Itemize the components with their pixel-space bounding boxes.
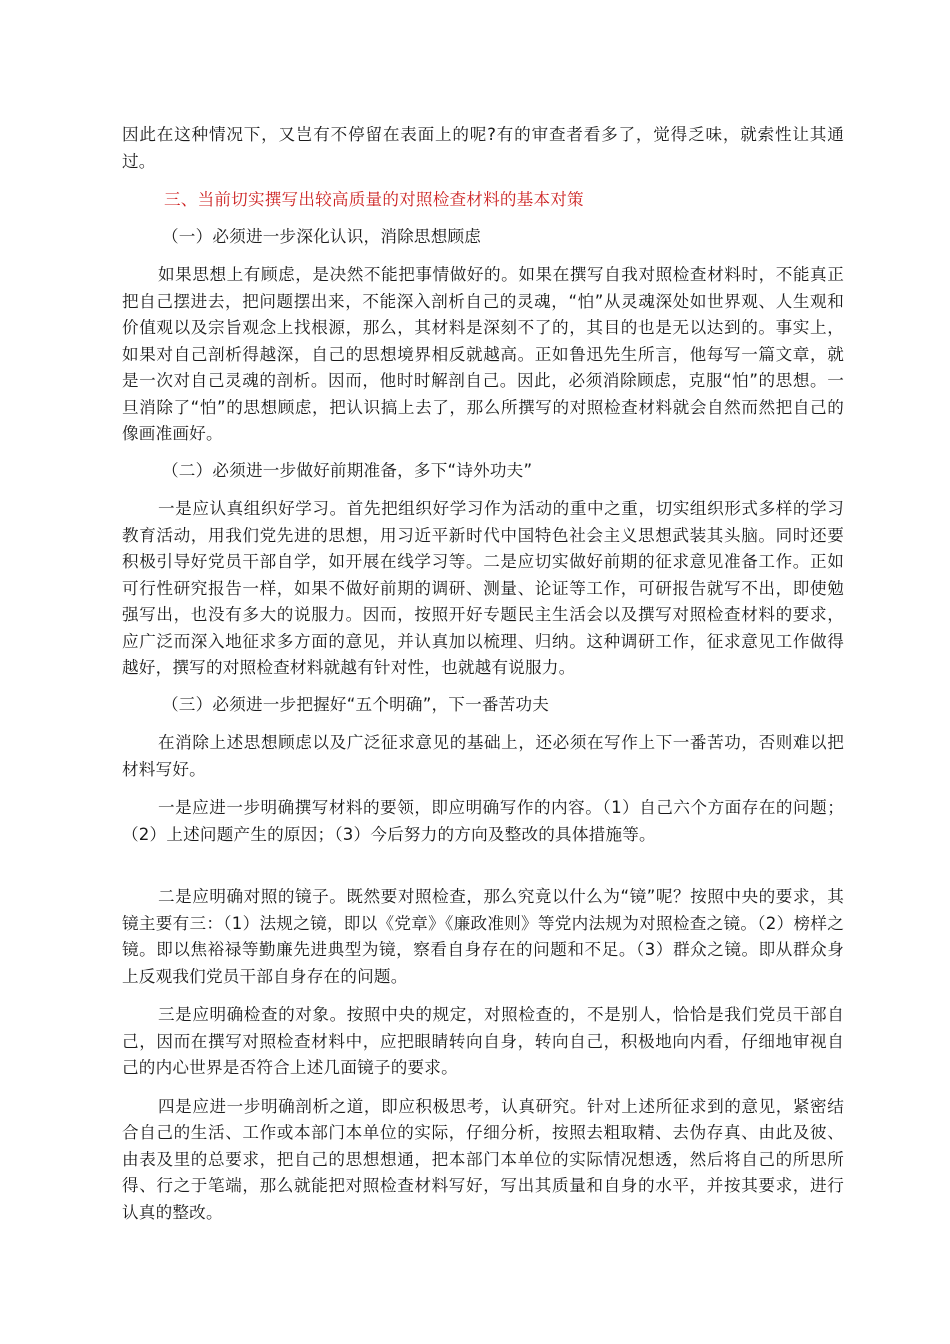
subheading-3: （三）必须进一步把握好“五个明确”，下一番苦功夫: [162, 694, 550, 714]
paragraph-body: 四是应进一步明确剖析之道，即应积极思考，认真研究。针对上述所征求到的意见，紧密结合自己的生活、工作或本部门本单位的实际，仔细分析，按照去粗取精、去伪存真、由此及彼、由表及里的总要求，把自己的思想想通，把本部门本单位的实际情况想透，然后将自己的所思所得、行之于笔端，那么就能把对照检查材料写好，写出其质量和自身的水平，并按其要求，进行认真的整改。: [122, 1096, 844, 1222]
paragraph-body: 三是应明确检查的对象。按照中央的规定，对照检查的，不是别人，恰恰是我们党员干部自己，因而在撰写对照检查材料中，应把眼睛转向自身，转向自己，积极地向内看，仔细地审视自己的内心世界是否符合上述几面镜子的要求。: [122, 1005, 844, 1077]
paragraph-body: 如果思想上有顾虑，是决然不能把事情做好的。如果在撰写自我对照检查材料时，不能真正把自己摆进去，把问题摆出来，不能深入剖析自己的灵魂，“怕”从灵魂深处如世界观、人生观和价值观以及宗旨观念上找根源，那么，其材料是深刻不了的，其目的也是无以达到的。事实上，如果对自己剖析得越深，自己的思想境界相反就越高。正如鲁迅先生所言，他每写一篇文章，就是一次对自己灵魂的剖析。因而，他时时解剖自己。因此，必须消除顾虑，克服“怕”的思想。一旦消除了“怕”的思想顾虑，把认识搞上去了，那么所撰写的对照检查材料就会自然而然把自己的像画准画好。: [122, 265, 844, 443]
subheading-1: （一）必须进一步深化认识，消除思想顾虑: [162, 226, 482, 246]
paragraph-body: 在消除上述思想顾虑以及广泛征求意见的基础上，还必须在写作上下一番苦功，否则难以把材料写好。: [122, 733, 844, 779]
subheading-2: （二）必须进一步做好前期准备，多下“诗外功夫”: [162, 460, 533, 480]
paragraph-continuation: 因此在这种情况下，又岂有不停留在表面上的呢?有的审查者看多了，觉得乏味，就索性让其通过。: [122, 125, 844, 171]
document-body: [122, 122, 844, 1226]
paragraph-body: 二是应明确对照的镜子。既然要对照检查，那么究竟以什么为“镜”呢？按照中央的要求，其镜主要有三：（1）法规之镜，即以《党章》《廉政准则》等党内法规为对照检查之镜。（2）榜样之镜。即以焦裕禄等勤廉先进典型为镜，察看自身存在的问题和不足。（3）群众之镜。即从群众身上反观我们党员干部自身存在的问题。: [122, 887, 844, 986]
paragraph-body: 一是应认真组织好学习。首先把组织好学习作为活动的重中之重，切实组织形式多样的学习教育活动，用我们党先进的思想，用习近平新时代中国特色社会主义思想武装其头脑。同时还要积极引导好党员干部自学，如开展在线学习等。二是应切实做好前期的征求意见准备工作。正如可行性研究报告一样，如果不做好前期的调研、测量、论证等工作，可研报告就写不出，即使勉强写出，也没有多大的说服力。因而，按照开好专题民主生活会以及撰写对照检查材料的要求，应广泛而深入地征求多方面的意见，并认真加以梳理、归纳。这种调研工作，征求意见工作做得越好，撰写的对照检查材料就越有针对性，也就越有说服力。: [122, 499, 844, 677]
paragraph-body: 一是应进一步明确撰写材料的要领，即应明确写作的内容。（1）自己六个方面存在的问题；（2）上述问题产生的原因；（3）今后努力的方向及整改的具体措施等。: [122, 798, 844, 844]
section-heading-3: 三、当前切实撰写出较高质量的对照检查材料的基本对策: [164, 190, 584, 209]
